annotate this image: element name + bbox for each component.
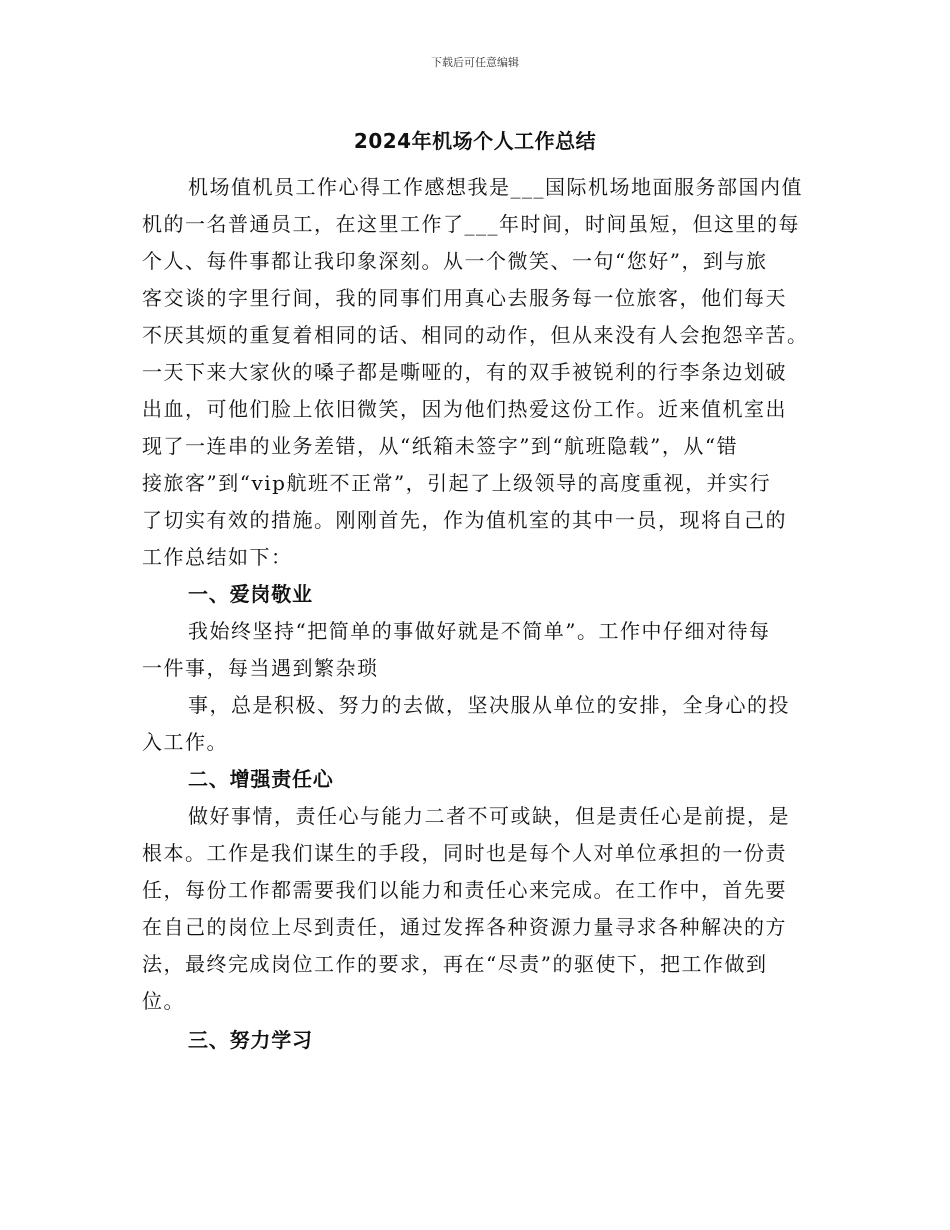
body-line: 机场值机员工作心得工作感想我是___国际机场地面服务部国内值 [188,175,803,199]
body-line: 不厌其烦的重复着相同的话、相同的动作，但从来没有人会抱怨辛苦。 [142,323,809,347]
body-line: 工作总结如下： [142,545,293,569]
body-line: 一件事，每当遇到繁杂琐 [142,656,379,680]
section-heading: 三、努力学习 [188,1028,313,1052]
body-line: 出血，可他们脸上依旧微笑，因为他们热爱这份工作。近来值机室出 [142,397,787,421]
body-line: 法，最终完成岗位工作的要求，再在“尽责”的驱使下，把工作做到 [142,952,768,976]
body-line: 任，每份工作都需要我们以能力和责任心来完成。在工作中，首先要 [142,878,787,902]
body-line: 做好事情，责任心与能力二者不可或缺，但是责任心是前提，是 [188,804,790,828]
body-line: 一天下来大家伙的嗓子都是嘶哑的，有的双手被锐利的行李条边划破 [142,360,787,384]
body-line: 事，总是积极、努力的去做，坚决服从单位的安排，全身心的投 [188,693,790,717]
body-line: 入工作。 [142,730,228,754]
body-line: 了切实有效的措施。刚刚首先，作为值机室的其中一员，现将自己的 [142,508,787,532]
document-title: 2024年机场个人工作总结 [353,129,597,153]
body-line: 客交谈的字里行间，我的同事们用真心去服务每一位旅客，他们每天 [142,286,787,310]
section-heading: 一、爱岗敬业 [188,582,313,606]
body-line: 位。 [142,989,185,1013]
body-line: 机的一名普通员工，在这里工作了___年时间，时间虽短，但这里的每 [142,212,800,236]
body-line: 现了一连串的业务差错，从“纸箱未签字”到“航班隐载”，从“错 [142,434,739,458]
body-line: 接旅客”到“vip航班不正常”，引起了上级领导的高度重视，并实行 [142,471,772,495]
body-line: 个人、每件事都让我印象深刻。从一个微笑、一句“您好”，到与旅 [142,249,768,273]
body-line: 在自己的岗位上尽到责任，通过发挥各种资源力量寻求各种解决的方 [142,915,787,939]
section-heading: 二、增强责任心 [188,767,334,791]
body-line: 根本。工作是我们谋生的手段，同时也是每个人对单位承担的一份责 [142,841,787,865]
download-note: 下载后可任意编辑 [431,56,519,69]
body-line: 我始终坚持“把简单的事做好就是不简单”。工作中仔细对待每 [188,619,771,643]
